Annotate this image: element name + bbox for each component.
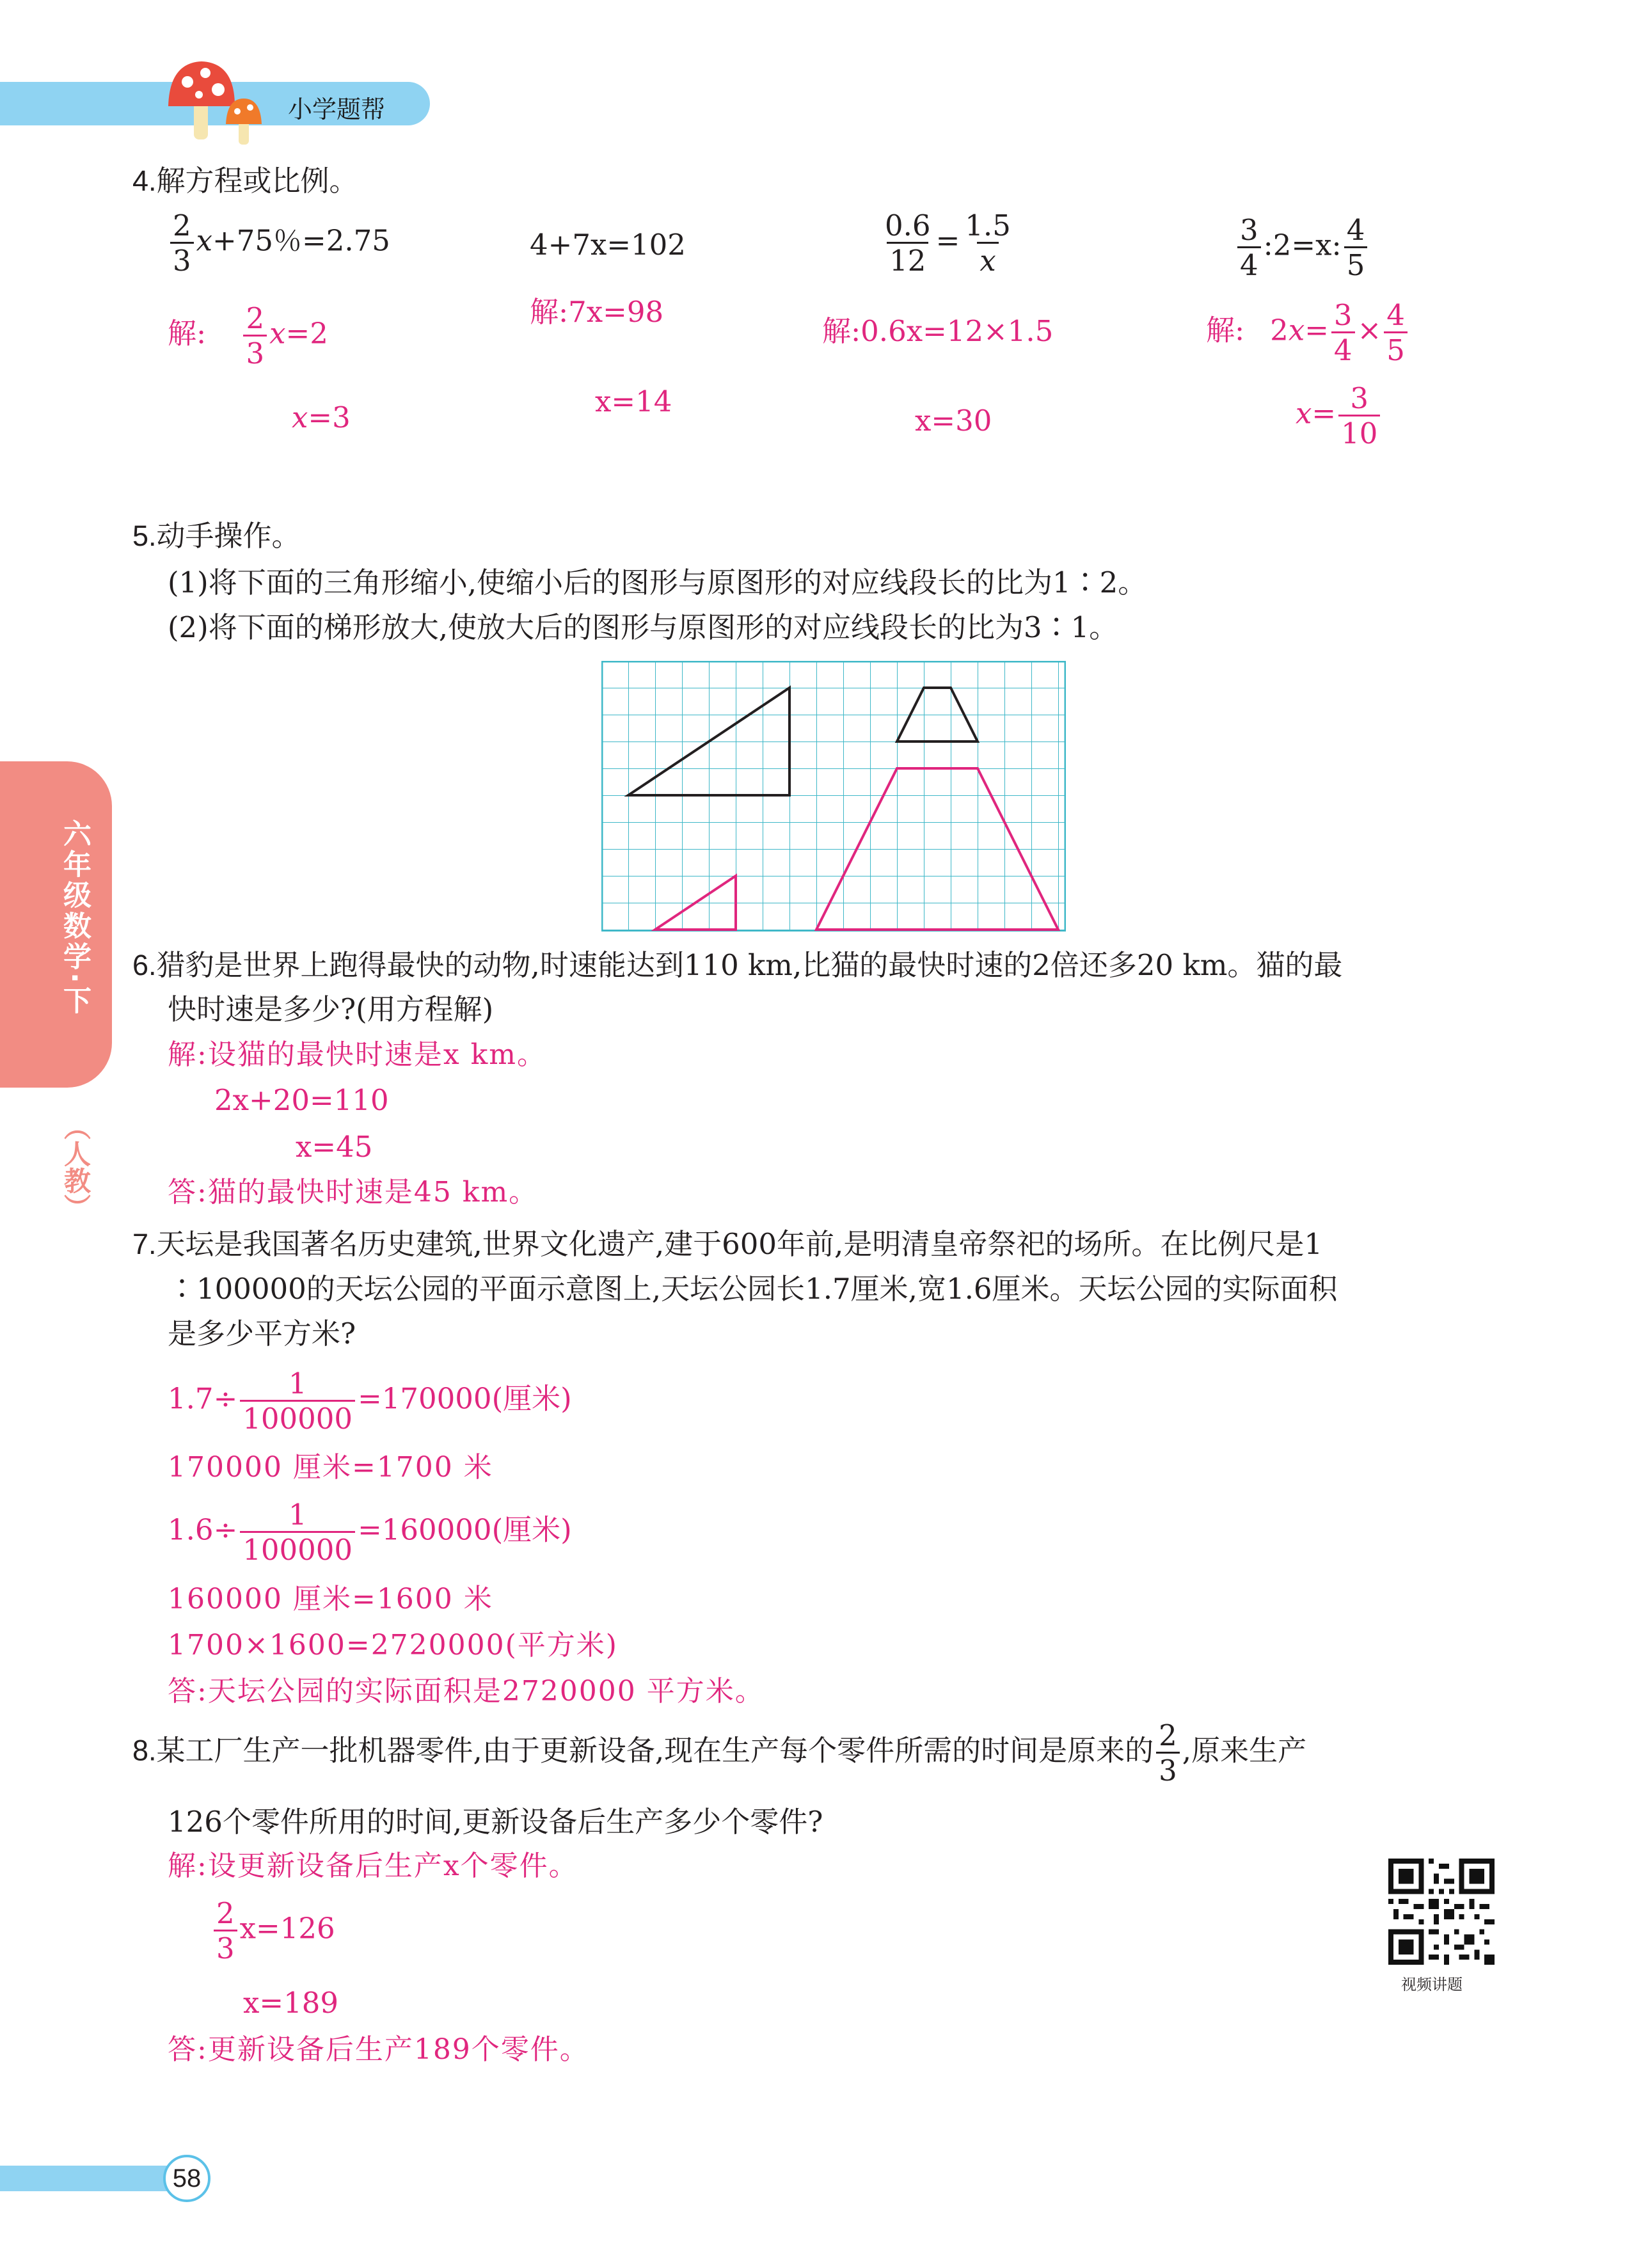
q8-line-2: 126个零件所用的时间,更新设备后生产多少个零件?: [168, 1805, 823, 1839]
q7-step-2: 170000 厘米=1700 米: [168, 1451, 493, 1484]
page-number-badge: [163, 2155, 210, 2202]
q7-step-5: 1700×1600=2720000(平方米): [168, 1629, 618, 1661]
q7-step-3: 1.6÷ $\frac{1}{100000}$ =160000(厘米): [168, 1498, 572, 1567]
q4-heading: 4.解方程或比例。: [132, 164, 358, 198]
q4-equation-2: 4+7x=102: [530, 228, 686, 262]
q4-equation-1: $\frac{2}{3}$ x+75％=2.75: [168, 211, 390, 275]
side-tab-edition: （人教）: [60, 1113, 91, 1221]
q7-line-2: ∶100000的天坛公园的平面示意图上,天坛公园长1.7厘米,宽1.6厘米。天坛公园的实际面积: [168, 1272, 1338, 1306]
brand-title: 小学题帮: [288, 95, 386, 123]
q8-answer-4: 答:更新设备后生产189个零件。: [168, 2033, 589, 2066]
q5-grid-figure: [601, 661, 1066, 932]
q8-answer-3: x=189: [243, 1986, 338, 2020]
qr-caption: 视频讲题: [1401, 1976, 1463, 1994]
q4-equation-3: $\frac{0.6}{12}$ = $\frac{1.5}{x}$: [885, 209, 1011, 278]
q5-part-2: (2)将下面的梯形放大,使放大后的图形与原图形的对应线段长的比为3∶1。: [168, 610, 1118, 644]
q4-equation-4-answer: x= $\frac{3}{10}$: [1296, 384, 1383, 448]
q8-answer-2: $\frac{2}{3}$ x=126: [211, 1899, 335, 1963]
qr-code-icon[interactable]: [1388, 1859, 1495, 1965]
q4-equation-4: $\frac{3}{4}$ :2=x: $\frac{4}{5}$: [1235, 216, 1370, 280]
q8-answer-1: 解:设更新设备后生产x个零件。: [168, 1850, 578, 1882]
q4-equation-4-step: 解: 2x= $\frac{3}{4}$ × $\frac{4}{5}$: [1206, 301, 1410, 365]
q6-answer-2: 2x+20=110: [214, 1083, 389, 1117]
q6-line-1: 6.猎豹是世界上跑得最快的动物,时速能达到110 km,比猫的最快时速的2倍还多20 km。猫的最: [132, 948, 1343, 982]
q4-equation-3-step: 解:0.6x=12×1.5: [822, 314, 1054, 348]
q4-equation-1-step: 解: $\frac{2}{3}$ x=2: [168, 301, 328, 370]
page-number: 58: [172, 2164, 202, 2193]
q7-step-4: 160000 厘米=1600 米: [168, 1583, 493, 1615]
q4-equation-3-answer: x=30: [915, 404, 992, 438]
q5-heading: 5.动手操作。: [132, 519, 301, 553]
q4-equation-2-step: 解:7x=98: [530, 295, 664, 329]
q7-step-1: 1.7÷ $\frac{1}{100000}$ =170000(厘米): [168, 1367, 572, 1436]
side-tab-title: 六年级数学·下: [58, 819, 91, 1017]
q7-line-1: 7.天坛是我国著名历史建筑,世界文化遗产,建于600年前,是明清皇帝祭祀的场所。在比例尺是1: [132, 1227, 1322, 1261]
q7-line-3: 是多少平方米?: [168, 1317, 356, 1351]
q4-equation-2-answer: x=14: [595, 385, 672, 418]
mushroom-logo-icon: [163, 56, 278, 152]
q8-line-1: 8.某工厂生产一批机器零件,由于更新设备,现在生产每个零件所需的时间是原来的 $\frac{2}{3}$ ,原来生产: [132, 1718, 1307, 1788]
q4-equation-1-answer: x=3: [292, 400, 351, 434]
q6-line-2: 快时速是多少?(用方程解): [168, 992, 494, 1026]
q5-part-1: (1)将下面的三角形缩小,使缩小后的图形与原图形的对应线段长的比为1∶2。: [168, 566, 1147, 599]
q6-answer-4: 答:猫的最快时速是45 km。: [168, 1176, 539, 1209]
q7-answer: 答:天坛公园的实际面积是2720000 平方米。: [168, 1675, 765, 1708]
q6-answer-3: x=45: [296, 1130, 373, 1164]
q6-answer-1: 解:设猫的最快时速是x km。: [168, 1038, 547, 1071]
